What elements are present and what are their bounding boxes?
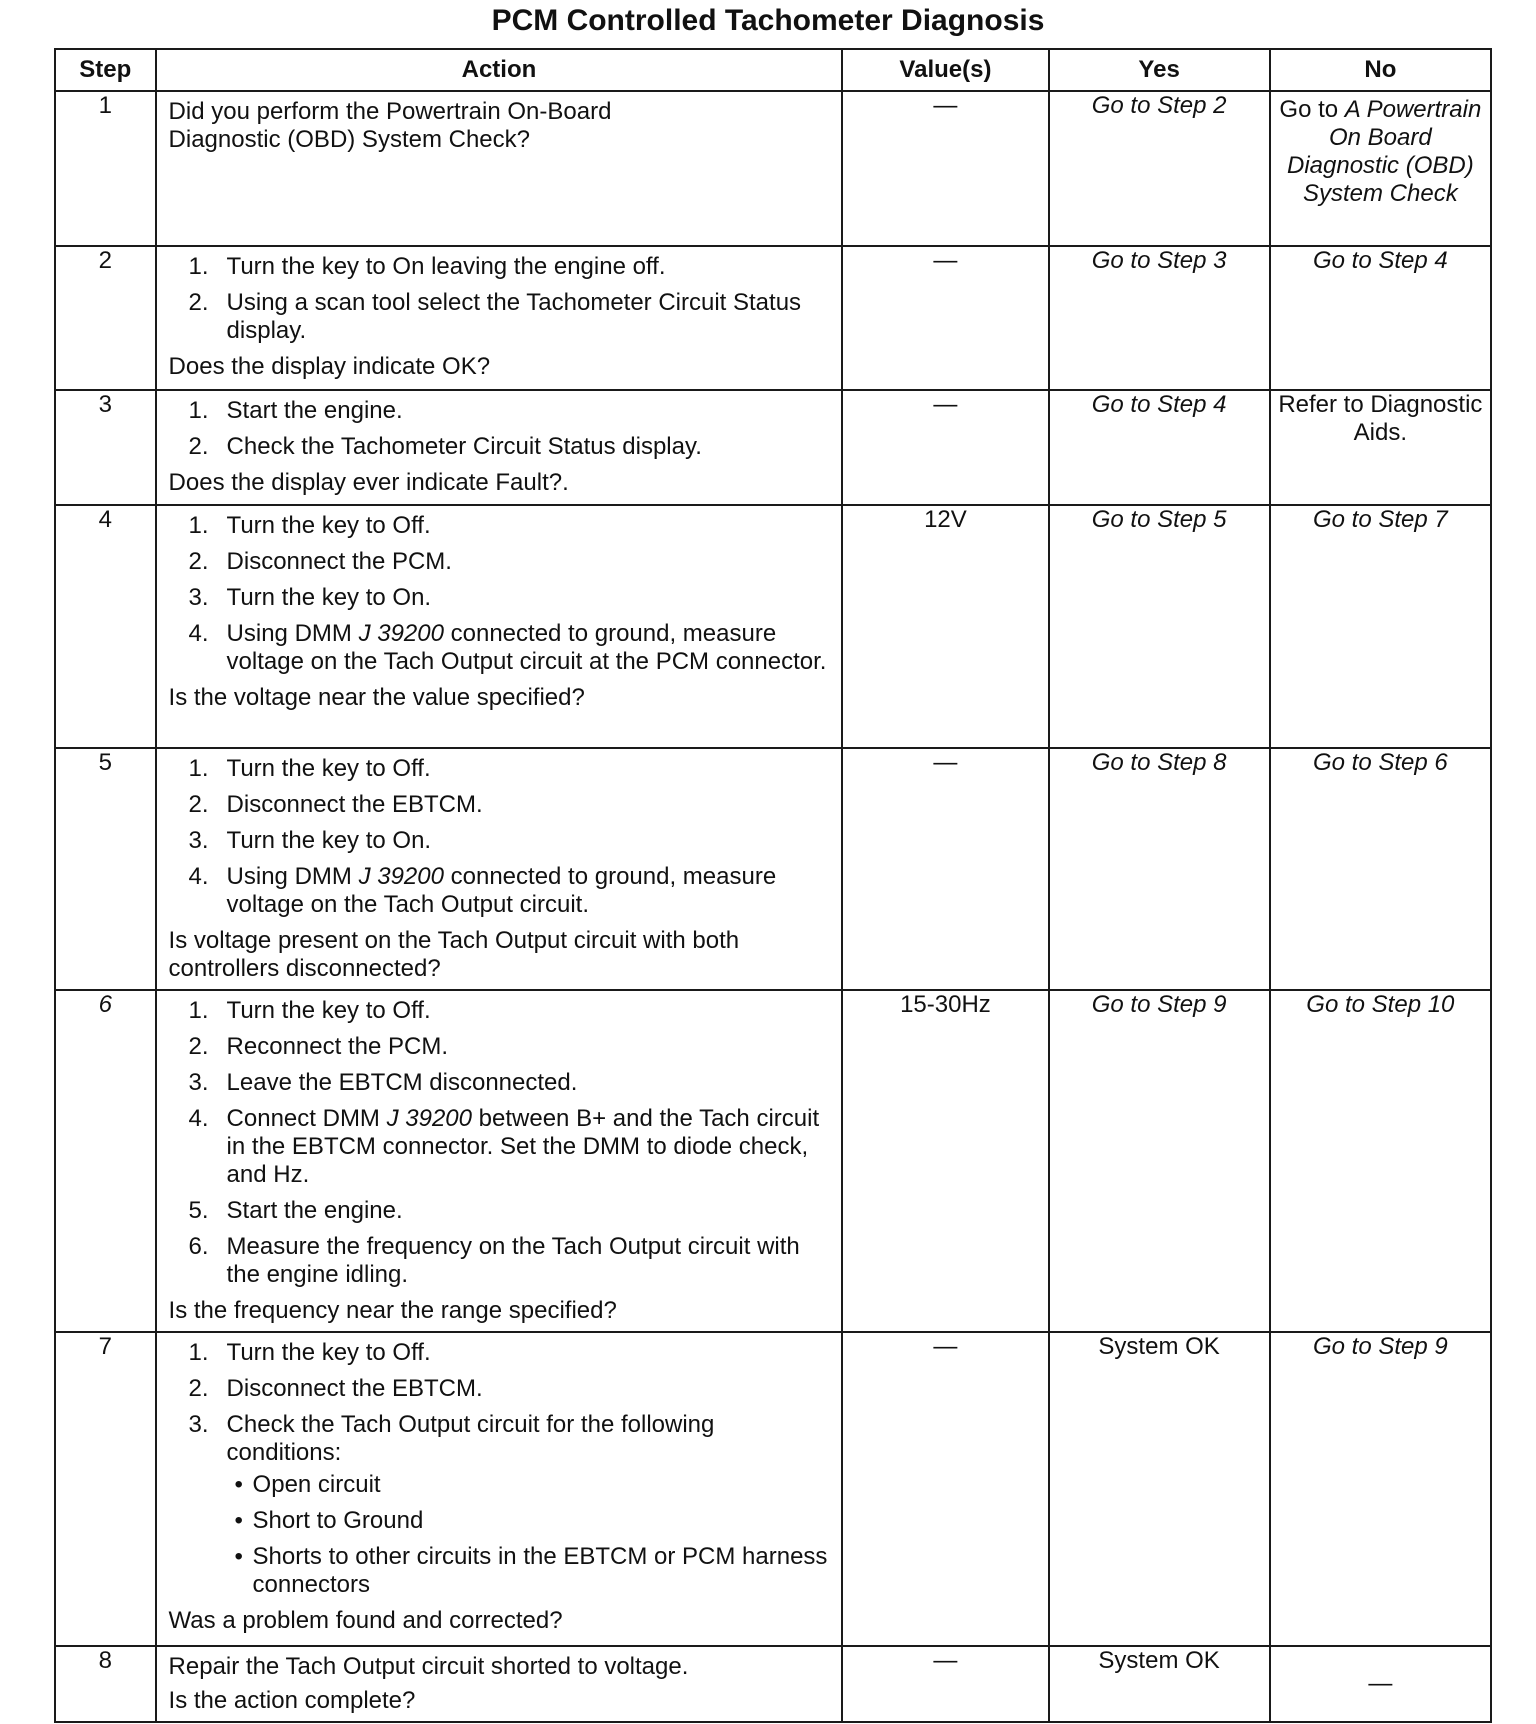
no-reference: A Powertrain On Board Diagnostic (OBD) System Check bbox=[1287, 96, 1482, 207]
table-row-step-7 bbox=[55, 1332, 1491, 1646]
action-item: 2. Using a scan tool select the Tachometer Circuit Status display. bbox=[188, 289, 802, 344]
action-item: 2. Reconnect the PCM. bbox=[188, 1033, 448, 1060]
no-cell: Go to Step 6 bbox=[1270, 748, 1491, 990]
yes-cell: Go to Step 9 bbox=[1049, 990, 1270, 1332]
action-item: 1. Start the engine. bbox=[188, 397, 403, 424]
step-number: 2 bbox=[55, 246, 156, 390]
step-number: 7 bbox=[55, 1332, 156, 1646]
action-item: 4. Using DMM J 39200 connected to ground, measure voltage on the Tach Output circuit. bbox=[188, 863, 777, 918]
action-question: Is the voltage near the value specified? bbox=[168, 684, 585, 711]
action-item: 6. Measure the frequency on the Tach Output circuit with the engine idling. bbox=[188, 1233, 800, 1288]
action-question: Is voltage present on the Tach Output circuit with both controllers disconnected? bbox=[168, 927, 740, 982]
action-item: 3. Check the Tach Output circuit for the following conditions: • Open circuit • Short to Ground • Shorts to other circuits in the EBTCM or PCM harness connectors bbox=[169, 1411, 832, 1599]
header-no: No bbox=[1270, 49, 1491, 91]
action-item: 2. Disconnect the PCM. bbox=[188, 548, 452, 575]
step-number: 5 bbox=[55, 748, 156, 990]
value-cell: — bbox=[842, 1646, 1048, 1722]
yes-cell: Go to Step 3 bbox=[1049, 246, 1270, 390]
action-cell bbox=[156, 246, 843, 390]
action-cell bbox=[156, 748, 843, 990]
table-row-step-1 bbox=[55, 91, 1491, 246]
header-action: Action bbox=[156, 49, 843, 91]
no-cell: Refer to Diagnostic Aids. bbox=[1270, 390, 1491, 505]
table-row-step-2 bbox=[55, 246, 1491, 390]
step-number: 6 bbox=[55, 990, 156, 1332]
step-number: 1 bbox=[55, 91, 156, 246]
action-item: 2. Check the Tachometer Circuit Status display. bbox=[188, 433, 702, 460]
table-row-step-4 bbox=[55, 505, 1491, 748]
no-cell: Go to Step 10 bbox=[1270, 990, 1491, 1332]
step-number: 4 bbox=[55, 505, 156, 748]
table-row-step-3 bbox=[55, 390, 1491, 505]
value-cell: — bbox=[842, 91, 1048, 246]
header-yes: Yes bbox=[1049, 49, 1270, 91]
yes-cell: Go to Step 5 bbox=[1049, 505, 1270, 748]
action-question: Is the action complete? bbox=[168, 1687, 416, 1714]
header-values: Value(s) bbox=[842, 49, 1048, 91]
tool-reference: J 39200 bbox=[358, 620, 444, 647]
action-item: 3. Leave the EBTCM disconnected. bbox=[188, 1069, 578, 1096]
condition-item: • Shorts to other circuits in the EBTCM or PCM harness connectors bbox=[234, 1543, 828, 1598]
action-text: Did you perform the Powertrain On-Board Diagnostic (OBD) System Check? bbox=[168, 98, 612, 153]
action-cell bbox=[156, 990, 843, 1332]
action-item: 2. Disconnect the EBTCM. bbox=[188, 1375, 483, 1402]
action-item: 1. Turn the key to Off. bbox=[188, 755, 431, 782]
table-row-step-6 bbox=[55, 990, 1491, 1332]
action-text: Repair the Tach Output circuit shorted to voltage. bbox=[168, 1653, 689, 1680]
action-question: Does the display ever indicate Fault?. bbox=[168, 469, 569, 496]
step-number: 3 bbox=[55, 390, 156, 505]
no-cell: — bbox=[1270, 1646, 1491, 1722]
no-prefix: Go to bbox=[1279, 96, 1345, 123]
action-cell bbox=[156, 505, 843, 748]
no-cell bbox=[1270, 91, 1491, 246]
action-item: 1. Turn the key to Off. bbox=[188, 997, 431, 1024]
condition-item: • Short to Ground bbox=[234, 1507, 424, 1534]
page-title: PCM Controlled Tachometer Diagnosis bbox=[491, 4, 1045, 37]
action-item: 3. Turn the key to On. bbox=[188, 827, 432, 854]
value-cell: — bbox=[842, 390, 1048, 505]
action-item: 4. Connect DMM J 39200 between B+ and the Tach circuit in the EBTCM connector. Set the DMM to diode check, and Hz. bbox=[188, 1105, 820, 1188]
action-item: 5. Start the engine. bbox=[188, 1197, 403, 1224]
value-cell: — bbox=[842, 246, 1048, 390]
yes-cell: Go to Step 2 bbox=[1049, 91, 1270, 246]
yes-cell: Go to Step 8 bbox=[1049, 748, 1270, 990]
table-row-step-8 bbox=[55, 1646, 1491, 1722]
action-item: 3. Turn the key to On. bbox=[188, 584, 432, 611]
condition-item: • Open circuit bbox=[234, 1471, 381, 1498]
header-row bbox=[55, 49, 1491, 91]
yes-cell: System OK bbox=[1049, 1646, 1270, 1722]
value-cell: 15-30Hz bbox=[842, 990, 1048, 1332]
table-row-step-5 bbox=[55, 748, 1491, 990]
action-question: Is the frequency near the range specified? bbox=[168, 1297, 617, 1324]
yes-cell: System OK bbox=[1049, 1332, 1270, 1646]
action-question: Does the display indicate OK? bbox=[168, 353, 491, 380]
value-cell: 12V bbox=[842, 505, 1048, 748]
action-item: 1. Turn the key to Off. bbox=[188, 1339, 431, 1366]
action-question: Was a problem found and corrected? bbox=[168, 1607, 563, 1634]
value-cell: — bbox=[842, 1332, 1048, 1646]
diagnosis-table bbox=[54, 48, 1492, 1723]
action-cell bbox=[156, 390, 843, 505]
no-cell: Go to Step 7 bbox=[1270, 505, 1491, 748]
action-item: 2. Disconnect the EBTCM. bbox=[188, 791, 483, 818]
value-cell: — bbox=[842, 748, 1048, 990]
no-cell: Go to Step 9 bbox=[1270, 1332, 1491, 1646]
yes-cell: Go to Step 4 bbox=[1049, 390, 1270, 505]
action-cell bbox=[156, 1332, 843, 1646]
step-number: 8 bbox=[55, 1646, 156, 1722]
action-cell bbox=[156, 91, 843, 246]
action-cell bbox=[156, 1646, 843, 1722]
tool-reference: J 39200 bbox=[358, 863, 444, 890]
action-item: 4. Using DMM J 39200 connected to ground, measure voltage on the Tach Output circuit at the PCM connector. bbox=[188, 620, 827, 675]
no-cell: Go to Step 4 bbox=[1270, 246, 1491, 390]
tool-reference: J 39200 bbox=[386, 1105, 472, 1132]
action-item: 1. Turn the key to On leaving the engine off. bbox=[188, 253, 666, 280]
header-step: Step bbox=[55, 49, 156, 91]
action-item: 1. Turn the key to Off. bbox=[188, 512, 431, 539]
